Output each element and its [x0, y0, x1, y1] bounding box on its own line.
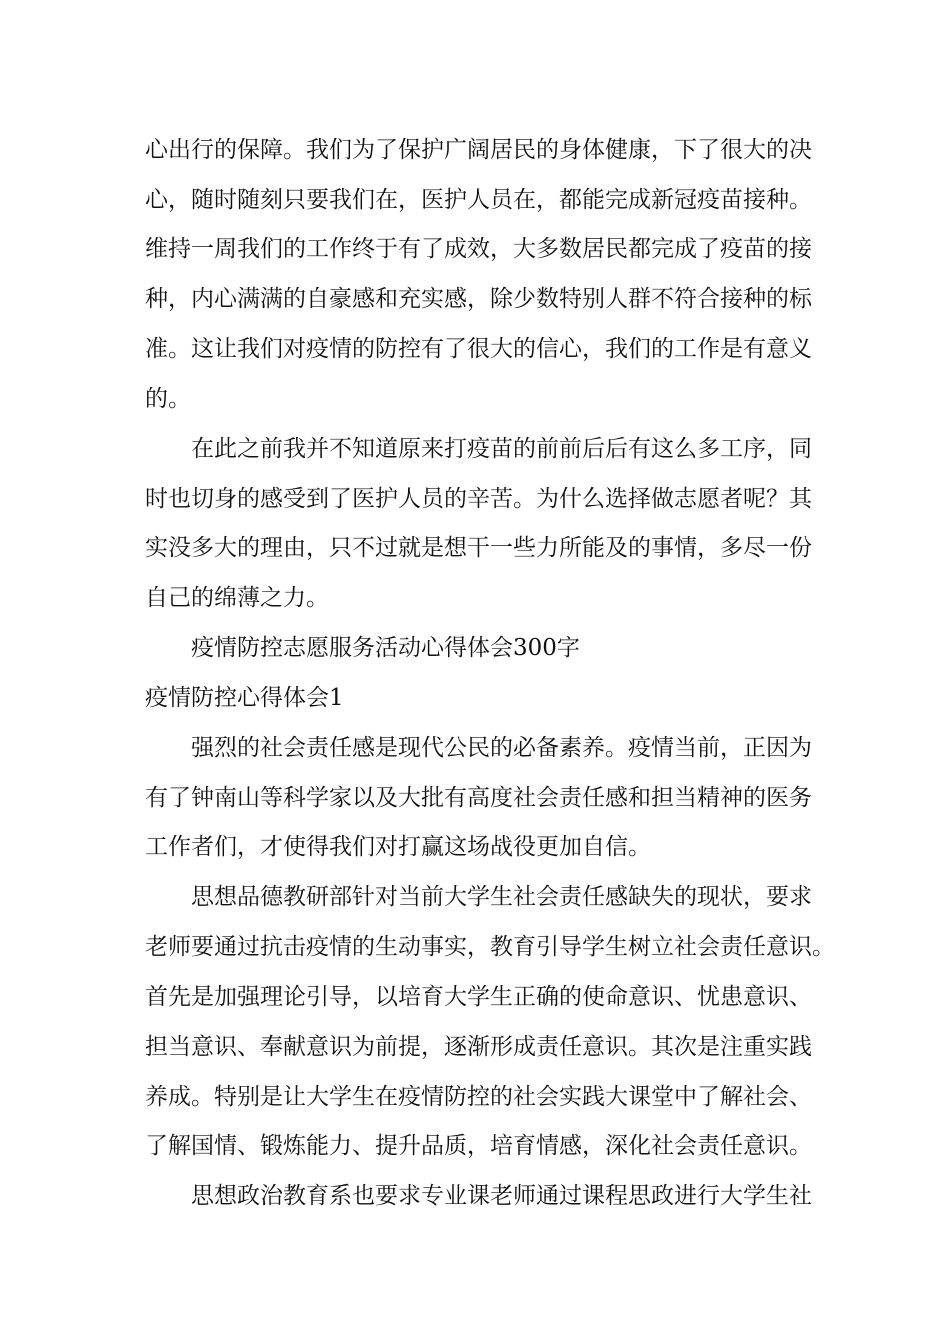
text-line: 担当意识、奉献意识为前提，逐渐形成责任意识。其次是注重实践 — [145, 1034, 812, 1060]
text-line: 养成。特别是让大学生在疫情防控的社会实践大课堂中了解社会、 — [145, 1084, 812, 1110]
text-line: 在此之前我并不知道原来打疫苗的前前后后有这么多工序，同 — [191, 436, 812, 462]
text-line: 了解国情、锻炼能力、提升品质，培育情感，深化社会责任意识。 — [145, 1133, 812, 1159]
text-line: 自己的绵薄之力。 — [145, 585, 329, 611]
text-line: 思想政治教育系也要求专业课老师通过课程思政进行大学生社 — [191, 1183, 812, 1209]
text-line: 种，内心满满的自豪感和充实感，除少数特别人群不符合接种的标 — [145, 286, 812, 312]
text-line: 心出行的保障。我们为了保护广阔居民的身体健康，下了很大的决 — [145, 137, 812, 163]
text-line: 强烈的社会责任感是现代公民的必备素养。疫情当前，正因为 — [191, 735, 812, 761]
text-line: 思想品德教研部针对当前大学生社会责任感缺失的现状，要求 — [191, 884, 812, 910]
text-line: 首先是加强理论引导，以培育大学生正确的使命意识、忧患意识、 — [145, 984, 812, 1010]
section-heading: 疫情防控志愿服务活动心得体会300字 — [191, 635, 580, 661]
text-line: 心，随时随刻只要我们在，医护人员在，都能完成新冠疫苗接种。 — [145, 187, 812, 213]
text-line: 工作者们，才使得我们对打赢这场战役更加自信。 — [145, 834, 651, 860]
text-line: 有了钟南山等科学家以及大批有高度社会责任感和担当精神的医务 — [145, 785, 812, 811]
text-line: 时也切身的感受到了医护人员的辛苦。为什么选择做志愿者呢？其 — [145, 486, 812, 512]
text-line: 的。 — [145, 386, 191, 412]
text-line: 准。这让我们对疫情的防控有了很大的信心，我们的工作是有意义 — [145, 336, 812, 362]
subsection-heading: 疫情防控心得体会1 — [145, 685, 344, 711]
text-line: 维持一周我们的工作终于有了成效，大多数居民都完成了疫苗的接 — [145, 236, 812, 262]
text-line: 老师要通过抗击疫情的生动事实，教育引导学生树立社会责任意识。 — [145, 934, 835, 960]
text-line: 实没多大的理由，只不过就是想干一些力所能及的事情，多尽一份 — [145, 535, 812, 561]
